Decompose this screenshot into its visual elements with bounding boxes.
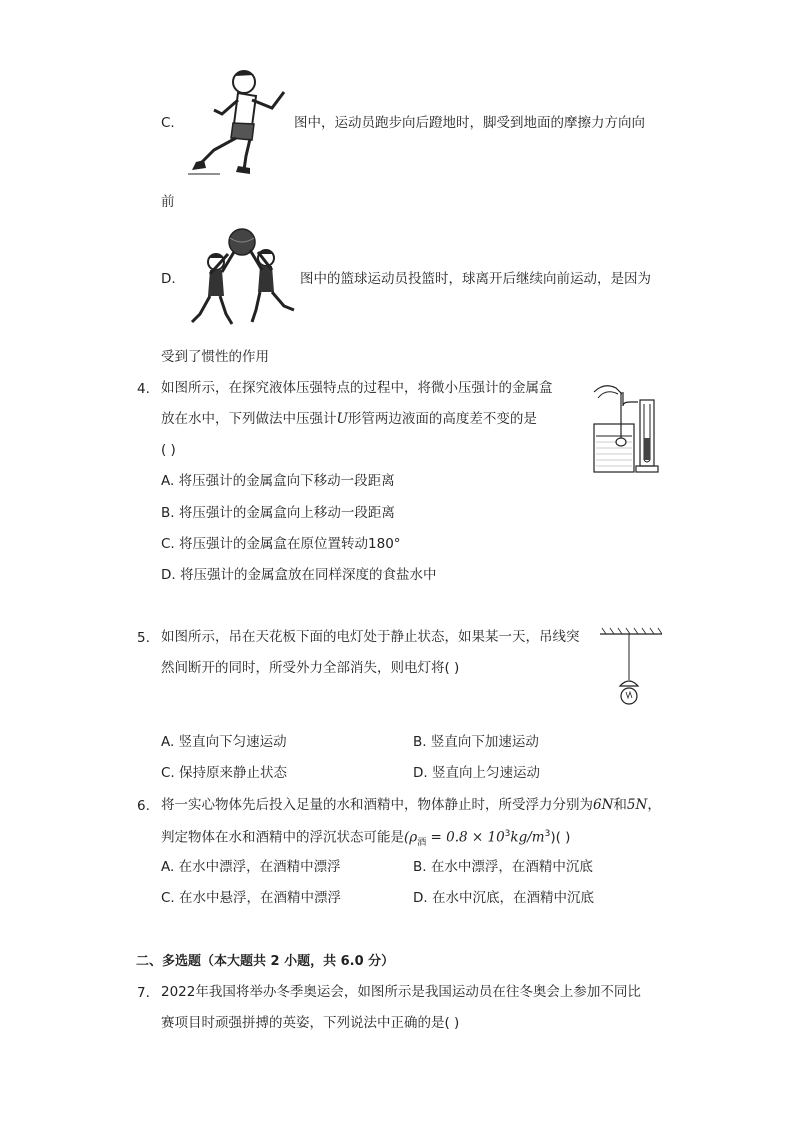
option-c-label: C. <box>161 115 175 131</box>
option-d-label: D. <box>161 271 176 287</box>
question-4-option-a[interactable]: A. 将压强计的金属盒向下移动一段距离 <box>161 473 395 489</box>
option-c-text: 图中，运动员跑步向后蹬地时，脚受到地面的摩擦力方向向 <box>294 115 645 131</box>
hanging-lamp-figure <box>598 626 664 710</box>
question-4-option-c[interactable]: C. 将压强计的金属盒在原位置转动180° <box>161 536 401 552</box>
question-5-line2: 然间断开的同时，所受外力全部消失，则电灯将( ) <box>161 660 460 676</box>
question-5-option-d[interactable]: D. 竖直向上匀速运动 <box>413 765 540 781</box>
option-d-continuation: 受到了惯性的作用 <box>161 349 269 365</box>
question-5-number: 5. <box>137 630 150 646</box>
question-6-option-c[interactable]: C. 在水中悬浮，在酒精中漂浮 <box>161 890 342 906</box>
question-6-option-d[interactable]: D. 在水中沉底，在酒精中沉底 <box>413 890 594 906</box>
question-4-number: 4. <box>137 381 150 397</box>
runner-figure <box>186 66 292 178</box>
section-title: 二、多选题（本大题共 2 小题，共 6.0 分） <box>136 954 395 969</box>
question-4-line1: 如图所示，在探究液体压强特点的过程中，将微小压强计的金属盒 <box>161 380 553 396</box>
basketball-players-figure <box>186 224 298 332</box>
question-4-line2: 放在水中，下列做法中压强计U形管两边液面的高度差不变的是 <box>161 411 537 427</box>
question-6-number: 6. <box>137 798 150 814</box>
question-7-number: 7. <box>137 985 150 1001</box>
pressure-gauge-figure <box>590 378 664 478</box>
question-5-option-c[interactable]: C. 保持原来静止状态 <box>161 765 288 781</box>
question-5-option-b[interactable]: B. 竖直向下加速运动 <box>413 734 539 750</box>
question-6-line1: 将一实心物体先后投入足量的水和酒精中，物体静止时，所受浮力分别为6N和5N， <box>161 797 661 813</box>
question-7-line1: 2022年我国将举办冬季奥运会，如图所示是我国运动员在往冬奥会上参加不同比 <box>161 984 641 1000</box>
option-c-continuation: 前 <box>161 194 175 210</box>
question-5-option-a[interactable]: A. 竖直向下匀速运动 <box>161 734 287 750</box>
option-d-text: 图中的篮球运动员投篮时，球离开后继续向前运动，是因为 <box>300 271 651 287</box>
question-6-option-b[interactable]: B. 在水中漂浮，在酒精中沉底 <box>413 859 593 875</box>
question-4-option-b[interactable]: B. 将压强计的金属盒向上移动一段距离 <box>161 505 395 521</box>
question-4-option-d[interactable]: D. 将压强计的金属盒放在同样深度的食盐水中 <box>161 567 437 583</box>
question-6-line2: 判定物体在水和酒精中的浮沉状态可能是$(\rho_酒 = 0.8 \times 10^3kg/m^3)$( ) <box>161 829 571 849</box>
question-4-answer-paren: ( ) <box>161 442 176 458</box>
question-5-line1: 如图所示，吊在天花板下面的电灯处于静止状态，如果某一天，吊线突 <box>161 629 580 645</box>
question-7-line2: 赛项目时顽强拼搏的英姿，下列说法中正确的是( ) <box>161 1015 460 1031</box>
question-6-option-a[interactable]: A. 在水中漂浮，在酒精中漂浮 <box>161 859 341 875</box>
